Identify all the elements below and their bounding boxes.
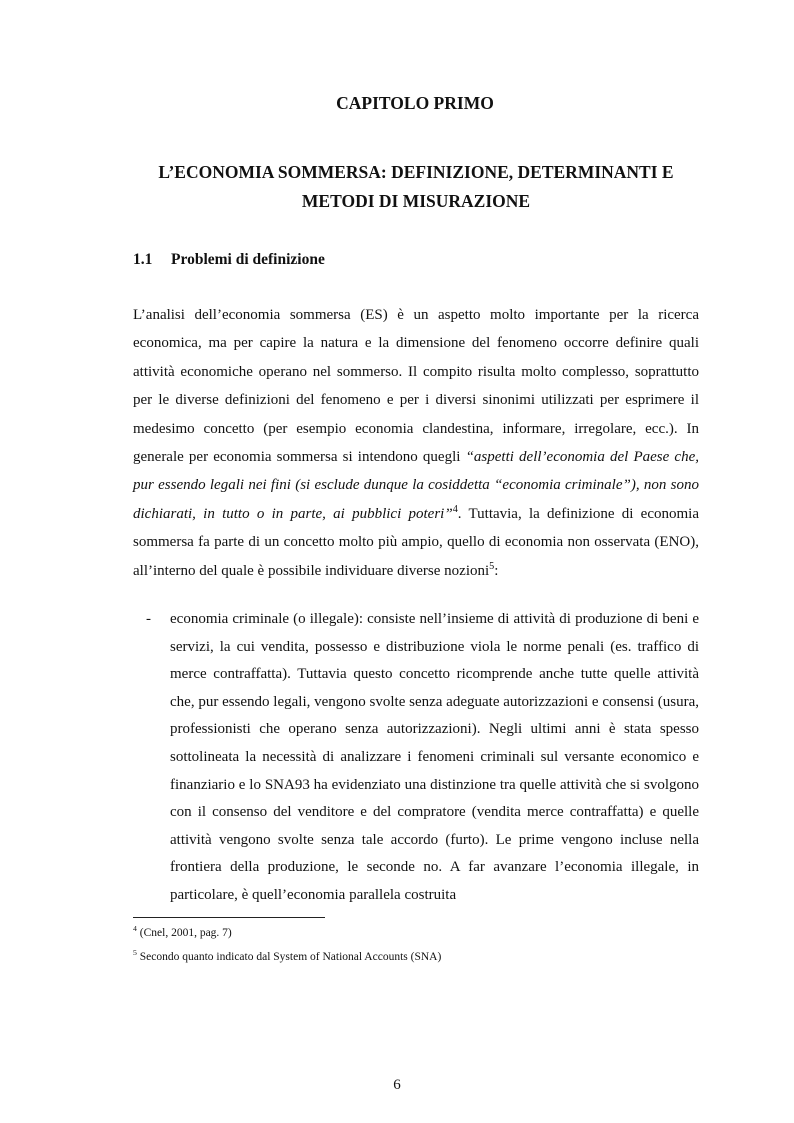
definition-quote: “aspetti dell’economia del Paese che, pur essendo legali nei fini (si esclude dunque la cosiddetta “economia criminale”), non sono dichiarati, in tutto o in parte, ai pubblici poteri” xyxy=(133,449,699,522)
paragraph-text-end: : xyxy=(494,562,499,579)
chapter-title: CAPITOLO PRIMO xyxy=(336,93,494,113)
notions-list xyxy=(133,606,699,910)
footnote-number: 4 xyxy=(133,924,137,934)
list-bullet: - xyxy=(146,611,151,627)
section-heading xyxy=(133,251,325,269)
footnote-number: 5 xyxy=(133,948,137,958)
footnote-ref-5[interactable]: 5 xyxy=(489,560,495,572)
section-title: Problemi di definizione xyxy=(171,251,325,268)
paragraph-text-middle: . Tuttavia, la definizione di economia sommersa fa parte di un concetto molto più ampio, quello di economia non osservata (ENO), all’interno del quale è possibile individuare diverse nozioni xyxy=(133,505,699,579)
section-number: 1.1 xyxy=(133,251,153,268)
footnote-5 xyxy=(133,948,442,963)
footnote-4 xyxy=(133,924,232,939)
page-number: 6 xyxy=(393,1077,401,1093)
footnote-separator xyxy=(133,917,325,918)
footnote-text: (Cnel, 2001, pag. 7) xyxy=(136,927,232,939)
list-item-text: economia criminale (o illegale): consiste nell’insieme di attività di produzione di beni e servizi, la cui vendita, possesso e distribuzione viola le norme penali (es. traffico di merce contraffatta). Tuttavia questo concetto ricomprende anche tutte quelle attività che, pur essendo legali, vengono svolte senza adeguate autorizzazioni e consensi (usura, professionisti che operano senza autorizzazioni). Negli ultimi anni è stata spesso sottolineata la necessità di analizzare i fenomeni criminali sul versante economico e finanziario e lo SNA93 ha evidenziato una distinzione tra quelle attività che si svolgono con il consenso del venditore e del compratore (vendita merce contraffatta) e quelle attività vengono svolte senza tale accordo (furto). Le prime vengono incluse nella frontiera della produzione, le seconde no. A far avanzare l’economia illegale, in particolare, è quell’economia parallela costruita xyxy=(170,611,699,903)
document-title: L’ECONOMIA SOMMERSA: DEFINIZIONE, DETERMINANTI E METODI DI MISURAZIONE xyxy=(158,162,674,211)
body-paragraph xyxy=(133,301,699,585)
footnote-ref-4[interactable]: 4 xyxy=(452,503,458,515)
list-item xyxy=(133,606,699,910)
paragraph-text-start: L’analisi dell’economia sommersa (ES) è un aspetto molto importante per la ricerca economica, ma per capire la natura e la dimensione del fenomeno occorre definire quali attività economiche operano nel sommerso. Il compito risulta molto complesso, soprattutto per le diverse definizioni del fenomeno e per i diversi sinonimi utilizzati per esprimere il medesimo concetto (per esempio economia clandestina, informare, irregolare, ecc.). In generale per economia sommersa si intendono quegli xyxy=(133,307,699,466)
footnote-text: Secondo quanto indicato dal System of National Accounts (SNA) xyxy=(136,951,442,963)
